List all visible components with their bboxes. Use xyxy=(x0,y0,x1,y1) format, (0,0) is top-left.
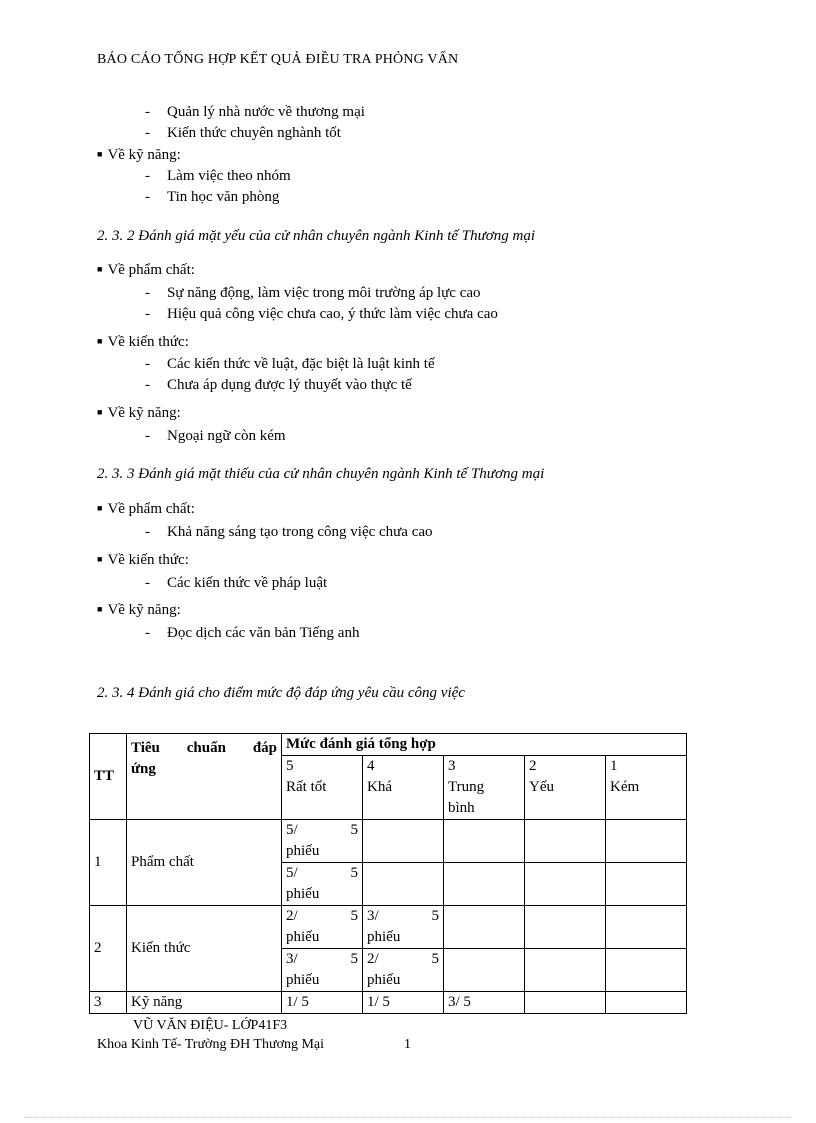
list-item: - Đọc dịch các văn bản Tiếng anh xyxy=(145,625,360,641)
document-header: BÁO CÁO TỔNG HỢP KẾT QUẢ ĐIỀU TRA PHỎNG VẤN xyxy=(97,52,459,67)
list-item: - Các kiến thức về pháp luật xyxy=(145,575,328,591)
table-row xyxy=(90,906,687,949)
vote-cell: 2/ 5 phiếu xyxy=(363,949,444,992)
vote-cell: 5/ 5 phiếu xyxy=(282,820,363,863)
row-criteria: Kiến thức xyxy=(127,906,282,992)
square-bullet-icon: ■ xyxy=(97,264,103,274)
square-bullet-icon: ■ xyxy=(97,336,103,346)
evaluation-table xyxy=(89,733,687,1014)
header-level: 4 Khá xyxy=(363,756,444,820)
vote-cell: 3/ 5 phiếu xyxy=(282,949,363,992)
dash-icon: - xyxy=(145,104,150,120)
vote-cell xyxy=(363,820,444,863)
square-bullet-icon: ■ xyxy=(97,407,103,417)
list-item: - Sự năng động, làm việc trong môi trường áp lực cao xyxy=(145,285,481,301)
section-title: 2. 3. 2 Đánh giá mặt yếu của cử nhân chuyên ngành Kinh tế Thương mại xyxy=(97,228,536,244)
vote-cell xyxy=(606,949,687,992)
vote-cell xyxy=(444,820,525,863)
dash-icon: - xyxy=(145,428,150,444)
list-item: - Hiệu quả công việc chưa cao, ý thức làm việc chưa cao xyxy=(145,306,498,322)
row-criteria: Kỹ năng xyxy=(127,992,282,1014)
header-level: 3 Trung bình xyxy=(444,756,525,820)
dash-icon: - xyxy=(145,377,150,393)
header-criteria: Tiêu chuẩn đáp ứng xyxy=(127,734,282,820)
vote-cell xyxy=(444,949,525,992)
vote-cell: 3/ 5 xyxy=(444,992,525,1014)
header-level: 2 Yếu xyxy=(525,756,606,820)
footer-school: Khoa Kinh Tế- Trường ĐH Thương Mại xyxy=(97,1037,325,1052)
dash-icon: - xyxy=(145,306,150,322)
row-tt: 1 xyxy=(90,820,127,906)
group-label: ■ Về kỹ năng: xyxy=(97,147,181,163)
vote-cell xyxy=(444,863,525,906)
dash-icon: - xyxy=(145,524,150,540)
vote-cell xyxy=(606,906,687,949)
list-item: - Các kiến thức về luật, đặc biệt là luật kinh tế xyxy=(145,356,435,372)
list-item: - Ngoại ngữ còn kém xyxy=(145,428,286,444)
dash-icon: - xyxy=(145,625,150,641)
vote-cell: 2/ 5 phiếu xyxy=(282,906,363,949)
square-bullet-icon: ■ xyxy=(97,149,103,159)
section-title: 2. 3. 4 Đánh giá cho điểm mức độ đáp ứng yêu cầu công việc xyxy=(97,685,465,701)
list-item: - Khả năng sáng tạo trong công việc chưa cao xyxy=(145,524,433,540)
square-bullet-icon: ■ xyxy=(97,503,103,513)
group-label: ■ Về kỹ năng: xyxy=(97,405,181,421)
vote-cell: 1/ 5 xyxy=(282,992,363,1014)
dash-icon: - xyxy=(145,125,150,141)
section-title: 2. 3. 3 Đánh giá mặt thiếu của cử nhân chuyên ngành Kinh tế Thương mại xyxy=(97,466,545,482)
header-level: 1 Kém xyxy=(606,756,687,820)
vote-cell xyxy=(525,820,606,863)
header-rating-group: Mức đánh giá tổng hợp xyxy=(282,734,687,756)
vote-cell xyxy=(525,906,606,949)
square-bullet-icon: ■ xyxy=(97,554,103,564)
row-tt: 2 xyxy=(90,906,127,992)
vote-cell: 3/ 5 phiếu xyxy=(363,906,444,949)
list-item: - Làm việc theo nhóm xyxy=(145,168,291,184)
row-criteria: Phẩm chất xyxy=(127,820,282,906)
vote-cell xyxy=(525,992,606,1014)
list-item: - Chưa áp dụng được lý thuyết vào thực tế xyxy=(145,377,412,393)
vote-cell: 1/ 5 xyxy=(363,992,444,1014)
table-row xyxy=(90,992,687,1014)
square-bullet-icon: ■ xyxy=(97,604,103,614)
vote-cell xyxy=(363,863,444,906)
group-label: ■ Về kiến thức: xyxy=(97,552,189,568)
vote-cell xyxy=(606,992,687,1014)
vote-cell xyxy=(525,949,606,992)
vote-cell xyxy=(606,863,687,906)
group-label: ■ Về kỹ năng: xyxy=(97,602,181,618)
dash-icon: - xyxy=(145,356,150,372)
list-item: - Kiến thức chuyên nghành tốt xyxy=(145,125,341,141)
page-edge-divider xyxy=(24,1117,792,1118)
vote-cell xyxy=(525,863,606,906)
dash-icon: - xyxy=(145,575,150,591)
header-level: 5 Rất tốt xyxy=(282,756,363,820)
header-tt: TT xyxy=(90,734,127,820)
group-label: ■ Về phẩm chất: xyxy=(97,262,195,278)
list-item: - Quản lý nhà nước về thương mại xyxy=(145,104,365,120)
dash-icon: - xyxy=(145,285,150,301)
group-label: ■ Về phẩm chất: xyxy=(97,501,195,517)
vote-cell xyxy=(444,906,525,949)
list-item: - Tin học văn phòng xyxy=(145,189,280,205)
table-header-row xyxy=(90,734,687,756)
page-number: 1 xyxy=(404,1037,411,1052)
footer-author: VŨ VĂN ĐIỆU- LỚP41F3 xyxy=(133,1018,288,1033)
vote-cell xyxy=(606,820,687,863)
group-label: ■ Về kiến thức: xyxy=(97,334,189,350)
dash-icon: - xyxy=(145,189,150,205)
dash-icon: - xyxy=(145,168,150,184)
vote-cell: 5/ 5 phiếu xyxy=(282,863,363,906)
table-row xyxy=(90,820,687,863)
row-tt: 3 xyxy=(90,992,127,1014)
